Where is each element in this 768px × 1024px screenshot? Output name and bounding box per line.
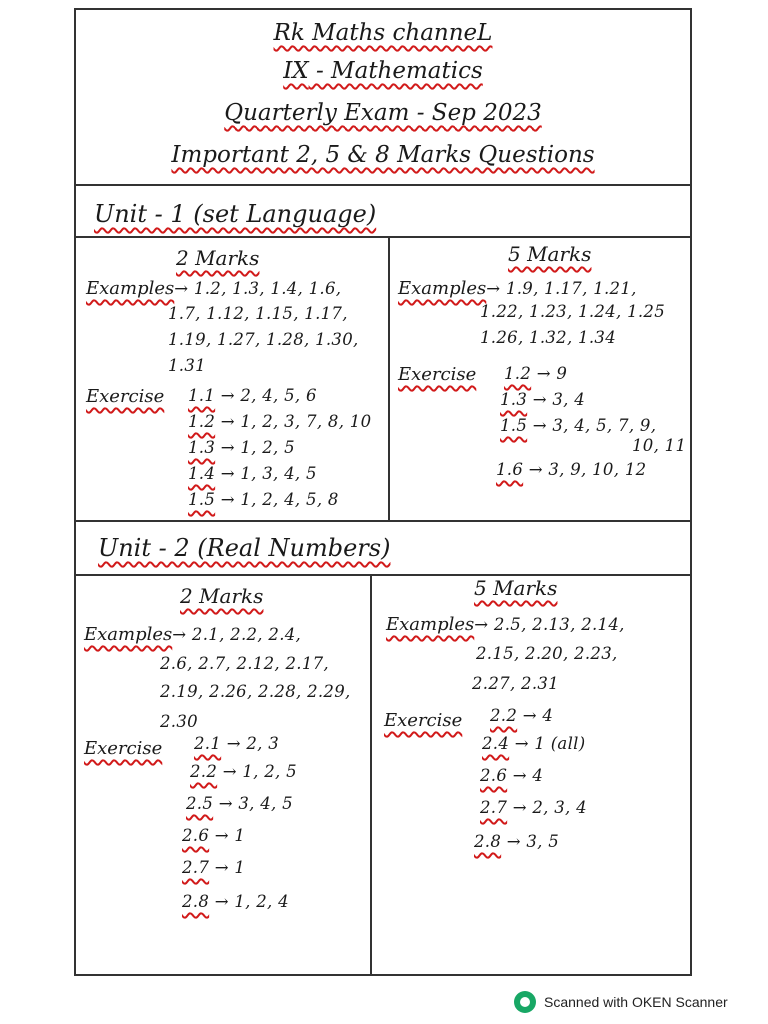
unit2-title: Unit - 2 (Real Numbers) [98,534,391,562]
exercise-line: 1.2 → 1, 2, 3, 7, 8, 10 [188,412,372,431]
examples-line: 2.30 [160,712,198,731]
examples-line: 1.26, 1.32, 1.34 [480,328,616,347]
exercise-line: 2.8 → 1, 2, 4 [182,892,289,911]
unit2-5marks-examples [386,614,625,635]
examples-line: 2.27, 2.31 [472,674,559,693]
exercise-line: 2.6 → 4 [480,766,544,785]
exercise-line: 1.2 → 9 [504,364,568,383]
exercise-line: 2.2 → 4 [490,706,554,725]
unit1-column-divider [388,236,390,520]
unit1-5marks-heading: 5 Marks [508,242,592,266]
exercise-line: 1.5 → 3, 4, 5, 7, 9, [500,416,657,435]
examples-line: 1.7, 1.12, 1.15, 1.17, [168,304,348,323]
unit1-title: Unit - 1 (set Language) [94,200,377,228]
class-subject: IX - Mathematics [283,58,483,84]
examples-line: → 2.1, 2.2, 2.4, [172,625,302,644]
scanner-text: Scanned with OKEN Scanner [544,994,728,1010]
examples-label: Examples [398,278,487,299]
divider-unit1-end [76,520,690,522]
exercise-label: Exercise [86,386,165,407]
exercise-line: 2.4 → 1 (all) [482,734,586,753]
examples-line: 1.31 [168,356,206,375]
exercise-line: 1.3 → 3, 4 [500,390,586,409]
unit2-2marks-examples [84,624,301,645]
examples-line: 2.19, 2.26, 2.28, 2.29, [160,682,351,701]
exercise-line: 1.4 → 1, 3, 4, 5 [188,464,317,483]
examples-line: 1.19, 1.27, 1.28, 1.30, [168,330,359,349]
examples-label: Examples [84,624,173,645]
exercise-line: 2.8 → 3, 5 [474,832,560,851]
examples-line: 1.22, 1.23, 1.24, 1.25 [480,302,666,321]
exercise-label: Exercise [84,738,163,759]
important-questions-heading: Important 2, 5 & 8 Marks Questions [171,142,595,168]
unit2-2marks-heading: 2 Marks [180,584,264,608]
exercise-line: 2.6 → 1 [182,826,246,845]
exercise-line: 1.3 → 1, 2, 5 [188,438,295,457]
examples-line: 2.15, 2.20, 2.23, [476,644,618,663]
unit1-2marks-examples [86,278,341,299]
examples-line: → 1.2, 1.3, 1.4, 1.6, [174,279,342,298]
divider-unit1-title [76,236,690,238]
examples-line: 2.6, 2.7, 2.12, 2.17, [160,654,329,673]
divider-unit2-title [76,574,690,576]
exercise-line: 2.1 → 2, 3 [194,734,280,753]
exercise-label: Exercise [398,364,477,385]
exercise-line: 1.5 → 1, 2, 4, 5, 8 [188,490,339,509]
examples-line: → 2.5, 2.13, 2.14, [474,615,625,634]
exercise-label: Exercise [384,710,463,731]
unit1-2marks-heading: 2 Marks [176,246,260,270]
unit2-5marks-heading: 5 Marks [474,576,558,600]
examples-label: Examples [86,278,175,299]
exercise-line: 2.7 → 2, 3, 4 [480,798,587,817]
examples-label: Examples [386,614,475,635]
exercise-line: 2.5 → 3, 4, 5 [186,794,293,813]
unit2-column-divider [370,574,372,976]
notes-sheet [74,8,692,976]
exam-title: Quarterly Exam - Sep 2023 [224,100,542,126]
scanner-logo-icon [514,991,536,1013]
channel-name: Rk Maths channeL [273,20,493,46]
examples-line: → 1.9, 1.17, 1.21, [486,279,637,298]
exercise-line: 1.6 → 3, 9, 10, 12 [496,460,647,479]
exercise-line: 1.1 → 2, 4, 5, 6 [188,386,317,405]
exercise-line: 2.7 → 1 [182,858,246,877]
unit1-5marks-examples [398,278,637,299]
exercise-line: 10, 11 [632,436,687,455]
exercise-line: 2.2 → 1, 2, 5 [190,762,297,781]
scanner-watermark [514,990,764,1014]
divider-header [76,184,690,186]
